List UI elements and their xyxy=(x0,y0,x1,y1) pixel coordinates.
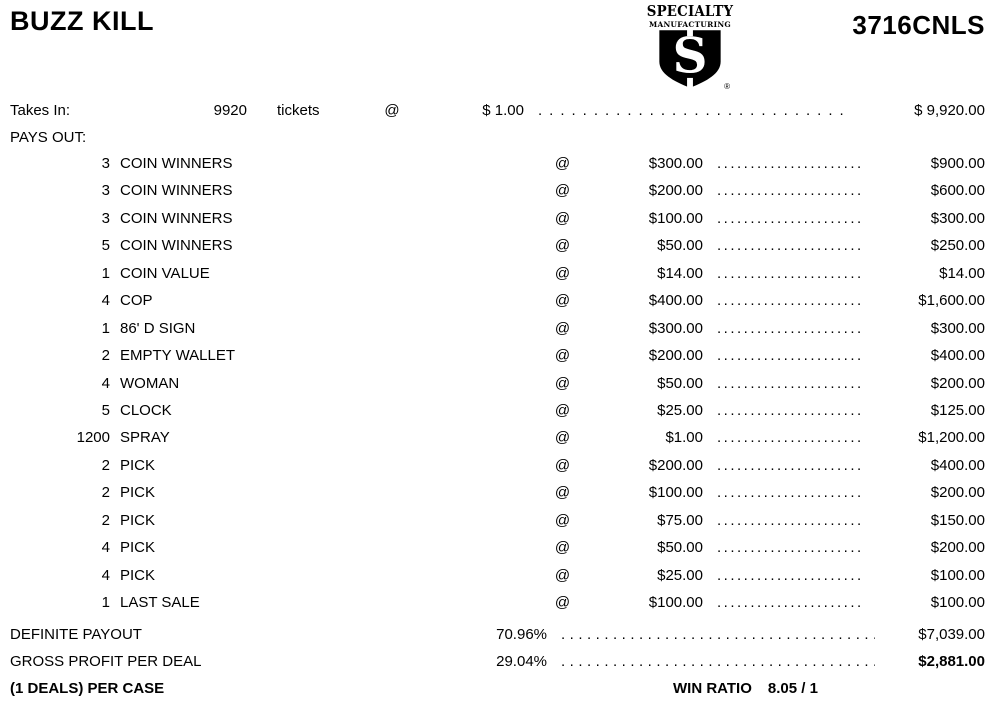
row-at-symbol: @ xyxy=(554,209,571,227)
payout-rows xyxy=(10,150,985,616)
dot-leader xyxy=(703,534,860,561)
payout-row xyxy=(10,177,985,204)
row-name: COIN WINNERS xyxy=(120,209,233,227)
dot-leader xyxy=(547,621,875,648)
row-at-symbol: @ xyxy=(554,539,571,557)
row-name: PICK xyxy=(120,511,156,529)
row-price: $50.00 xyxy=(657,539,703,557)
dot-leader xyxy=(703,315,860,342)
gross-profit-percent: 29.04% xyxy=(496,653,547,670)
payout-row xyxy=(10,507,985,534)
row-count: 2 xyxy=(101,484,110,502)
row-name: PICK xyxy=(120,456,156,474)
row-total: $300.00 xyxy=(930,209,985,227)
row-total: $900.00 xyxy=(930,155,985,172)
row-name: COIN WINNERS xyxy=(120,155,233,172)
row-price: $200.00 xyxy=(648,182,703,200)
row-price: $400.00 xyxy=(648,292,703,310)
logo-brand-line2: MANUFACTURING xyxy=(648,19,732,29)
gross-profit-label: GROSS PROFIT PER DEAL xyxy=(10,653,202,670)
payout-row xyxy=(10,370,985,397)
row-name: COIN VALUE xyxy=(120,264,210,282)
row-at-symbol: @ xyxy=(554,484,571,502)
win-ratio xyxy=(673,675,818,702)
win-ratio-value: 8.05 / 1 xyxy=(767,680,818,697)
definite-payout-label: DEFINITE PAYOUT xyxy=(10,626,142,643)
definite-payout-row xyxy=(10,621,985,648)
payout-row xyxy=(10,479,985,506)
row-price: $100.00 xyxy=(648,594,703,611)
payout-row xyxy=(10,260,985,287)
row-at-symbol: @ xyxy=(554,264,571,282)
row-price: $100.00 xyxy=(648,484,703,502)
row-at-symbol: @ xyxy=(554,429,571,447)
row-price: $75.00 xyxy=(657,511,703,529)
gross-profit-amount: $2,881.00 xyxy=(918,653,985,670)
payout-row xyxy=(10,315,985,342)
row-name: COIN WINNERS xyxy=(120,237,233,255)
row-price: $300.00 xyxy=(648,319,703,337)
row-count: 5 xyxy=(101,237,110,255)
dot-leader xyxy=(703,589,860,616)
dot-leader xyxy=(703,507,860,534)
row-total: $400.00 xyxy=(930,456,985,474)
row-name: 86' D SIGN xyxy=(120,319,196,337)
summary-section xyxy=(10,621,985,702)
payout-row xyxy=(10,562,985,589)
row-total: $400.00 xyxy=(930,347,985,365)
payout-row xyxy=(10,342,985,369)
row-total: $150.00 xyxy=(930,511,985,529)
row-price: $25.00 xyxy=(657,401,703,419)
row-count: 2 xyxy=(101,511,110,529)
dot-leader xyxy=(703,562,860,589)
row-count: 1200 xyxy=(76,429,110,447)
row-total: $200.00 xyxy=(930,374,985,392)
payout-row xyxy=(10,589,985,616)
row-at-symbol: @ xyxy=(554,456,571,474)
dot-leader xyxy=(703,287,860,314)
per-case-label: (1 DEALS) PER CASE xyxy=(10,680,165,697)
row-total: $125.00 xyxy=(930,401,985,419)
row-total: $300.00 xyxy=(930,319,985,337)
takes-in-row xyxy=(10,97,985,124)
gross-profit-row xyxy=(10,648,985,675)
row-total: $100.00 xyxy=(930,566,985,584)
logo-monogram: S xyxy=(672,29,708,85)
dot-leader xyxy=(703,479,860,506)
row-at-symbol: @ xyxy=(554,237,571,255)
takes-in-unit: tickets xyxy=(277,102,320,119)
row-price: $50.00 xyxy=(657,237,703,255)
row-name: PICK xyxy=(120,484,156,502)
row-at-symbol: @ xyxy=(554,401,571,419)
row-count: 3 xyxy=(101,209,110,227)
row-price: $14.00 xyxy=(657,264,703,282)
row-name: LAST SALE xyxy=(120,594,200,611)
row-name: EMPTY WALLET xyxy=(120,347,236,365)
payout-row xyxy=(10,287,985,314)
dot-leader xyxy=(524,97,845,124)
game-title: BUZZ KILL xyxy=(10,6,154,36)
dot-leader xyxy=(547,648,875,675)
row-total: $14.00 xyxy=(939,264,985,282)
row-count: 2 xyxy=(101,347,110,365)
row-count: 1 xyxy=(101,594,110,611)
per-case-row xyxy=(10,675,985,702)
row-name: COIN WINNERS xyxy=(120,182,233,200)
row-at-symbol: @ xyxy=(554,347,571,365)
row-total: $250.00 xyxy=(930,237,985,255)
takes-in-label: Takes In: xyxy=(10,102,71,119)
row-at-symbol: @ xyxy=(554,511,571,529)
dot-leader xyxy=(703,232,860,259)
payout-row xyxy=(10,534,985,561)
dot-leader xyxy=(703,177,860,204)
row-at-symbol: @ xyxy=(554,182,571,200)
pays-out-label: PAYS OUT: xyxy=(10,129,87,146)
row-at-symbol: @ xyxy=(554,319,571,337)
row-at-symbol: @ xyxy=(554,374,571,392)
row-price: $25.00 xyxy=(657,566,703,584)
payout-row xyxy=(10,205,985,232)
row-price: $1.00 xyxy=(665,429,703,447)
payout-row xyxy=(10,424,985,451)
row-count: 3 xyxy=(101,155,110,172)
row-count: 5 xyxy=(101,401,110,419)
payout-row xyxy=(10,150,985,177)
payout-row xyxy=(10,232,985,259)
takes-in-price: $ 1.00 xyxy=(482,102,524,119)
registered-trademark-symbol: ® xyxy=(724,82,730,92)
payout-row xyxy=(10,452,985,479)
row-price: $300.00 xyxy=(648,155,703,172)
takes-in-total: $ 9,920.00 xyxy=(914,102,985,119)
row-total: $100.00 xyxy=(930,594,985,611)
row-name: WOMAN xyxy=(120,374,180,392)
row-name: PICK xyxy=(120,566,156,584)
row-count: 1 xyxy=(101,264,110,282)
takes-in-quantity: 9920 xyxy=(213,102,247,119)
dot-leader xyxy=(703,150,860,177)
row-count: 3 xyxy=(101,182,110,200)
row-count: 2 xyxy=(101,456,110,474)
row-name: SPRAY xyxy=(120,429,170,447)
dot-leader xyxy=(703,452,860,479)
dot-leader xyxy=(703,260,860,287)
row-price: $100.00 xyxy=(648,209,703,227)
row-name: CLOCK xyxy=(120,401,172,419)
row-total: $200.00 xyxy=(930,539,985,557)
row-name: PICK xyxy=(120,539,156,557)
manufacturer-logo xyxy=(640,3,740,92)
row-name: COP xyxy=(120,292,153,310)
row-count: 4 xyxy=(101,292,110,310)
product-code: 3716CNLS xyxy=(852,10,985,40)
row-total: $1,200.00 xyxy=(918,429,985,447)
row-price: $200.00 xyxy=(648,347,703,365)
row-total: $200.00 xyxy=(930,484,985,502)
row-count: 4 xyxy=(101,566,110,584)
dot-leader xyxy=(703,342,860,369)
row-count: 4 xyxy=(101,374,110,392)
win-ratio-label: WIN RATIO xyxy=(673,680,752,697)
row-count: 4 xyxy=(101,539,110,557)
definite-payout-percent: 70.96% xyxy=(496,626,547,643)
logo-brand-line1: SPECIALTY xyxy=(646,3,734,20)
row-at-symbol: @ xyxy=(554,292,571,310)
row-at-symbol: @ xyxy=(554,594,571,611)
shield-monogram-icon xyxy=(657,29,723,89)
row-count: 1 xyxy=(101,319,110,337)
row-price: $50.00 xyxy=(657,374,703,392)
definite-payout-amount: $7,039.00 xyxy=(918,626,985,643)
row-price: $200.00 xyxy=(648,456,703,474)
row-at-symbol: @ xyxy=(554,155,571,172)
dot-leader xyxy=(703,397,860,424)
row-total: $600.00 xyxy=(930,182,985,200)
row-total: $1,600.00 xyxy=(918,292,985,310)
payout-row xyxy=(10,397,985,424)
takes-in-at-symbol: @ xyxy=(384,102,400,119)
dot-leader xyxy=(703,424,860,451)
dot-leader xyxy=(703,370,860,397)
row-at-symbol: @ xyxy=(554,566,571,584)
dot-leader xyxy=(703,205,860,232)
